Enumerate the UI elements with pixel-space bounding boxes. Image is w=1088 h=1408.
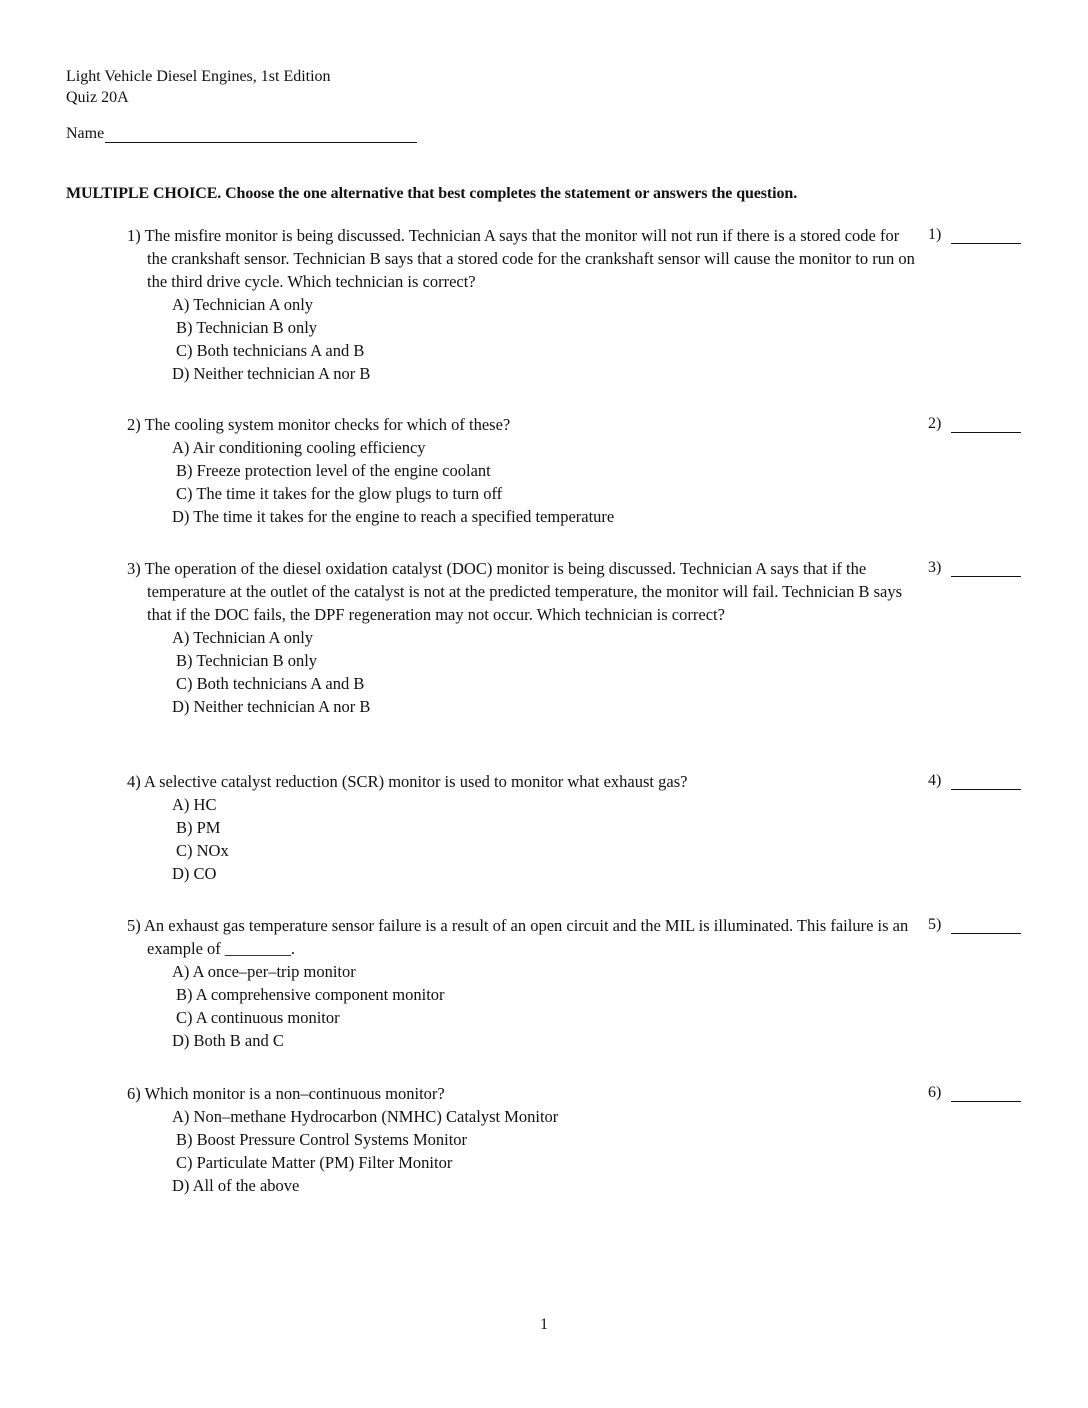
question-3 <box>127 557 917 718</box>
answer-number: 4) <box>928 772 942 789</box>
option-a: A) Technician A only <box>172 628 314 647</box>
option-c: C) Particulate Matter (PM) Filter Monitor <box>176 1153 453 1172</box>
answer-number: 2) <box>928 415 942 432</box>
option-d: D) CO <box>172 864 217 883</box>
option-a: A) Air conditioning cooling efficiency <box>172 438 426 457</box>
option-b: B) Boost Pressure Control Systems Monitor <box>176 1130 468 1149</box>
option-a: A) A once–per–trip monitor <box>172 962 356 981</box>
question-1 <box>127 224 917 385</box>
answer-blank-line[interactable] <box>951 773 1021 790</box>
question-stem: 3) The operation of the diesel oxidation catalyst (DOC) monitor is being discussed. Technician A says that if the temperature at the outlet of the catalyst is not at the predicted temperature, the monitor will fail. Technician B says that if the DOC fails, the DPF regeneration may not occur. Which technician is correct? <box>127 559 902 624</box>
answer-blank-line[interactable] <box>951 560 1021 577</box>
option-d: D) Both B and C <box>172 1031 284 1050</box>
option-c: C) Both technicians A and B <box>176 341 365 360</box>
quiz-title: Quiz 20A <box>66 89 129 106</box>
question-4 <box>127 770 917 885</box>
question-6 <box>127 1082 917 1197</box>
question-2 <box>127 413 917 528</box>
option-d: D) Neither technician A nor B <box>172 364 371 383</box>
options-list <box>172 436 917 528</box>
option-c: C) A continuous monitor <box>176 1008 340 1027</box>
option-d: D) All of the above <box>172 1176 300 1195</box>
answer-number: 5) <box>928 916 942 933</box>
option-c: C) The time it takes for the glow plugs to turn off <box>176 484 503 503</box>
answer-blank-line[interactable] <box>951 416 1021 433</box>
page-number: 1 <box>540 1316 548 1333</box>
option-d: D) Neither technician A nor B <box>172 697 371 716</box>
section-instructions: MULTIPLE CHOICE. Choose the one alternative that best completes the statement or answers the question. <box>66 185 798 202</box>
option-a: A) HC <box>172 795 217 814</box>
name-blank-line[interactable] <box>105 124 417 143</box>
answer-number: 6) <box>928 1084 942 1101</box>
answer-blank-line[interactable] <box>951 917 1021 934</box>
answer-slot-1 <box>928 226 1021 244</box>
option-c: C) NOx <box>176 841 229 860</box>
question-stem: 5) An exhaust gas temperature sensor failure is a result of an open circuit and the MIL is illuminated. This failure is an example of ________. <box>127 916 909 958</box>
name-field <box>66 124 417 143</box>
options-list <box>172 293 917 385</box>
option-b: B) A comprehensive component monitor <box>176 985 445 1004</box>
answer-slot-3 <box>928 559 1021 577</box>
document-header <box>66 66 331 108</box>
question-stem: 6) Which monitor is a non–continuous monitor? <box>127 1084 445 1103</box>
option-d: D) The time it takes for the engine to reach a specified temperature <box>172 507 615 526</box>
answer-blank-line[interactable] <box>951 227 1021 244</box>
option-a: A) Non–methane Hydrocarbon (NMHC) Catalyst Monitor <box>172 1107 559 1126</box>
option-b: B) Technician B only <box>176 318 318 337</box>
answer-blank-line[interactable] <box>951 1085 1021 1102</box>
answer-number: 3) <box>928 559 942 576</box>
question-stem: 2) The cooling system monitor checks for which of these? <box>127 415 511 434</box>
answer-number: 1) <box>928 226 942 243</box>
question-5 <box>127 914 917 1052</box>
answer-slot-6 <box>928 1084 1021 1102</box>
option-b: B) Freeze protection level of the engine coolant <box>176 461 491 480</box>
question-stem: 1) The misfire monitor is being discussed. Technician A says that the monitor will not run if there is a stored code for the crankshaft sensor. Technician B says that a stored code for the crankshaft sensor will cause the monitor to run on the third drive cycle. Which technician is correct? <box>127 226 915 291</box>
options-list <box>172 1105 917 1197</box>
answer-slot-5 <box>928 916 1021 934</box>
answer-slot-2 <box>928 415 1021 433</box>
book-title: Light Vehicle Diesel Engines, 1st Edition <box>66 68 331 85</box>
question-stem: 4) A selective catalyst reduction (SCR) monitor is used to monitor what exhaust gas? <box>127 772 688 791</box>
option-a: A) Technician A only <box>172 295 314 314</box>
options-list <box>172 793 917 885</box>
options-list <box>172 960 917 1052</box>
option-b: B) PM <box>176 818 221 837</box>
option-b: B) Technician B only <box>176 651 318 670</box>
name-label: Name <box>66 125 105 142</box>
option-c: C) Both technicians A and B <box>176 674 365 693</box>
options-list <box>172 626 917 718</box>
answer-slot-4 <box>928 772 1021 790</box>
